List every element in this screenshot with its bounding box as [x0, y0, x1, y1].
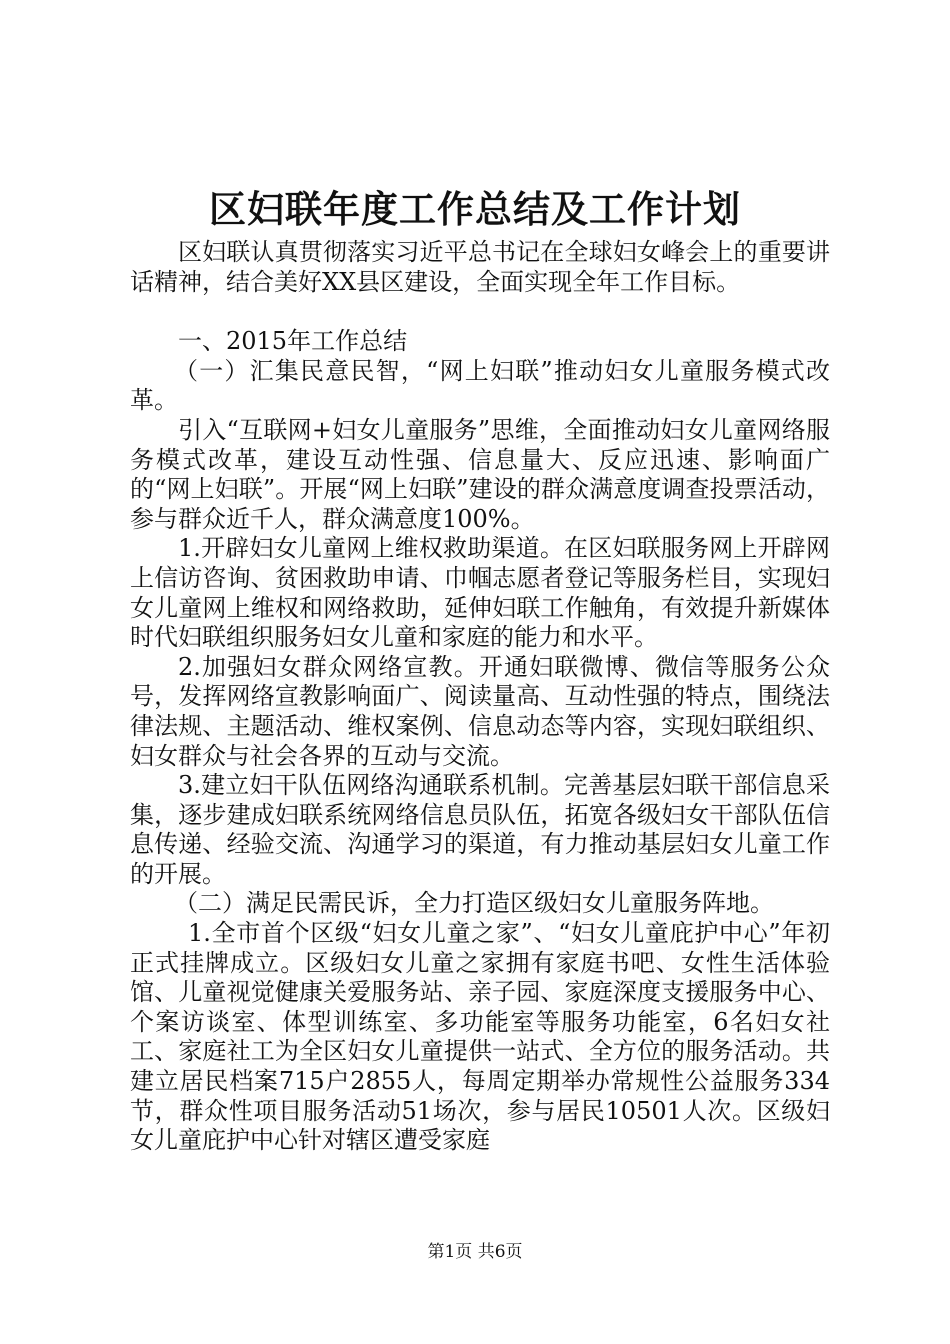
document-title: 区妇联年度工作总结及工作计划: [209, 187, 741, 231]
paragraph-item-1: 1.开辟妇女儿童网上维权救助渠道。在区妇联服务网上开辟网上信访咨询、贫困救助申请、巾帼志愿者登记等服务栏目，实现妇女儿童网上维权和网络救助，延伸妇联工作触角，有效提升新媒体时代妇联组织服务妇女儿童和家庭的能力和水平。: [130, 534, 830, 652]
paragraph-item-2: 2.加强妇女群众网络宣教。开通妇联微博、微信等服务公众号，发挥网络宣教影响面广、阅读量高、互动性强的特点，围绕法律法规、主题活动、维权案例、信息动态等内容，实现妇联组织、妇女群众与社会各界的互动与交流。: [130, 652, 830, 770]
section-heading-2015-summary: 一、2015年工作总结: [178, 327, 408, 356]
subsection-heading-2: （二）满足民需民诉，全力打造区级妇女儿童服务阵地。: [174, 889, 774, 918]
paragraph-internet-plus: 引入“互联网+妇女儿童服务”思维，全面推动妇女儿童网络服务模式改革，建设互动性强、信息量大、反应迅速、影响面广的“网上妇联”。开展“网上妇联”建设的群众满意度调查投票活动，参与群众近千人，群众满意度100%。: [130, 415, 830, 533]
paragraph-women-children-home: 1.全市首个区级“妇女儿童之家”、“妇女儿童庇护中心”年初正式挂牌成立。区级妇女儿童之家拥有家庭书吧、女性生活体验馆、儿童视觉健康关爱服务站、亲子园、家庭深度支援服务中心、个案访谈室、体型训练室、多功能室等服务功能室，6名妇女社工、家庭社工为全区妇女儿童提供一站式、全方位的服务活动。共建立居民档案715户2855人，每周定期举办常规性公益服务334节，群众性项目服务活动51场次，参与居民10501人次。区级妇女儿童庇护中心针对辖区遭受家庭: [130, 919, 830, 1155]
page-footer: 第1页 共6页: [427, 1242, 523, 1262]
document-body: [130, 238, 830, 1156]
subsection-heading-1: （一）汇集民意民智，“网上妇联”推动妇女儿童服务模式改革。: [130, 356, 830, 415]
intro-paragraph: 区妇联认真贯彻落实习近平总书记在全球妇女峰会上的重要讲话精神，结合美好XX县区建设，全面实现全年工作目标。: [130, 238, 830, 296]
paragraph-item-3: 3.建立妇干队伍网络沟通联系机制。完善基层妇联干部信息采集，逐步建成妇联系统网络信息员队伍，拓宽各级妇女干部队伍信息传递、经验交流、沟通学习的渠道，有力推动基层妇女儿童工作的开展。: [130, 771, 830, 888]
